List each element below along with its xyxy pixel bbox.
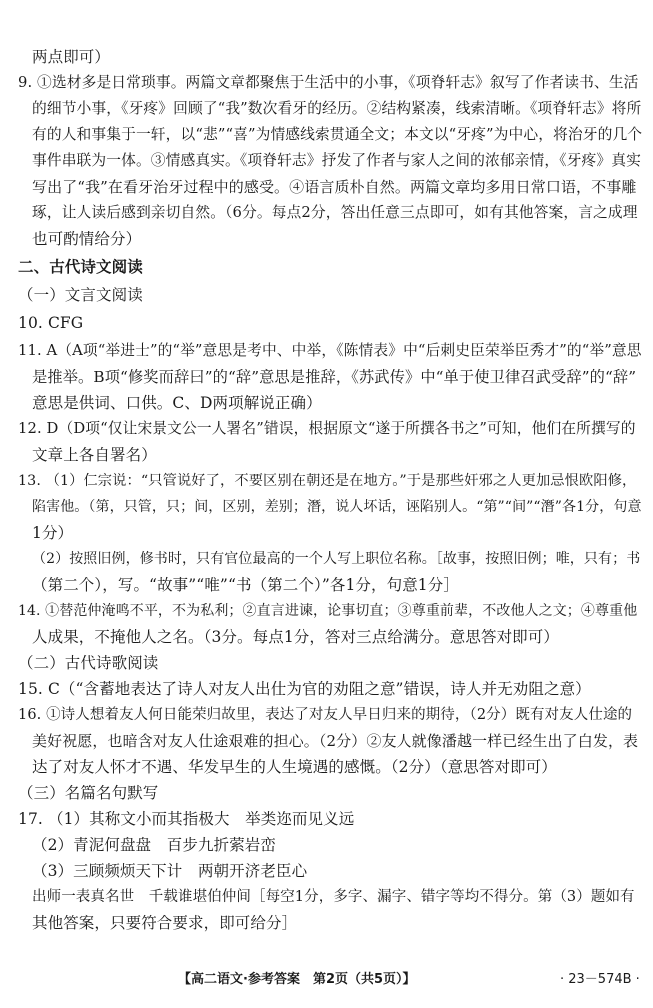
text-line: 写出了“我”在看牙治牙过程中的感受。④语言质朴自然。两篇文章均多用日常口语，不事雕 bbox=[32, 178, 637, 196]
text-line: 美好祝愿，也暗含对友人仕途艰难的担心。（2分）②友人就像潘越一样已经生出了白发，表 bbox=[32, 732, 639, 750]
answer-12: 12. D（D项“仅让宋景文公一人署名”错误，根据原文“遂于所撰各书之”可知，他们在所撰写的 bbox=[18, 420, 636, 437]
document-code: · 23－574B · bbox=[560, 972, 640, 987]
text-line: 达了对友人怀才不遇、华发早生的人生境遇的感慨。（2分）（意思答对即可） bbox=[32, 758, 557, 776]
answer-16: 16. ①诗人想着友人何日能荣归故里，表达了对友人早日归来的期待，（2分）既有对友人仕途的 bbox=[18, 707, 633, 723]
text-line: 文章上各自署名） bbox=[32, 446, 157, 464]
section-heading: 二、古代诗文阅读 bbox=[18, 258, 143, 276]
answer-13: 13. （1）仁宗说：“只管说好了，不要区别在朝还是在地方。”于是那些奸邪之人更加忌恨欧阳修， bbox=[18, 473, 637, 489]
text-line: 事件串联为一体。③情感真实。《项脊轩志》抒发了作者与家人之间的浓郁亲情，《牙疼》真实 bbox=[32, 152, 641, 169]
text-line: 出师一表真名世 千载谁堪伯仲间［每空1分，多字、漏字、错字等均不得分。第（3）题如有 bbox=[32, 889, 635, 905]
text-line: 也可酌情给分） bbox=[32, 230, 142, 248]
page-footer: 【高二语文·参考答案 第2页（共5页）】 bbox=[178, 972, 416, 987]
subsection-heading: （二）古代诗歌阅读 bbox=[18, 654, 159, 672]
text-line: 人成果，不掩他人之名。（3分。每点1分，答对三点给满分。意思答对即可） bbox=[32, 628, 559, 646]
text-line: （2）青泥何盘盘 百步九折萦岩峦 bbox=[32, 836, 276, 854]
subsection-heading: （三）名篇名句默写 bbox=[18, 784, 159, 802]
answer-17: 17. （1）其称文小而其指极大 举类迩而见义远 bbox=[18, 810, 355, 828]
answer-11: 11. A（A项“举进士”的“举”意思是考中、中举，《陈情表》中“后刺史臣荣举臣秀才”的“举”意思 bbox=[18, 342, 642, 359]
answer-10: 10. CFG bbox=[18, 314, 84, 332]
text-line: 是推举。B项“修奖而辞曰”的“辞”意思是推辞，《苏武传》中“单于使卫律召武受辞”的“辞” bbox=[32, 368, 637, 386]
text-line: 两点即可） bbox=[32, 48, 111, 66]
text-line: 意思是供词、口供。C、D两项解说正确） bbox=[32, 394, 322, 412]
subsection-heading: （一）文言文阅读 bbox=[18, 286, 143, 304]
text-line: （2）按照旧例，修书时，只有官位最高的一个人写上职位名称。［故事，按照旧例；唯，只有；书 bbox=[32, 551, 641, 567]
text-line: 的细节小事，《牙疼》回顾了“我”数次看牙的经历。②结构紧凑，线索清晰。《项脊轩志》将所 bbox=[32, 100, 642, 117]
text-line: （第二个），写。“故事”“唯”“书（第二个）”各1分，句意1分］ bbox=[32, 576, 459, 594]
text-line: 琢，让人读后感到亲切自然。（6分。每点2分，答出任意三点即可，如有其他答案，言之成理 bbox=[32, 204, 638, 221]
text-line: 陷害他。（第，只管，只；间，区别，差别；潛，说人坏话，诬陷别人。“第”“间”“潛”各1分，句意 bbox=[32, 499, 642, 515]
text-line: 有的人和事集于一轩，以“悲”“喜”为情感线索贯通全文；本文以“牙疼”为中心，将治牙的几个 bbox=[32, 126, 643, 143]
text-line: （3）三顾频烦天下计 两朝开济老臣心 bbox=[32, 862, 308, 880]
answer-14: 14. ①替范仲淹鸣不平，不为私利；②直言进谏，论事切直；③尊重前辈，不改他人之文；④尊重他 bbox=[18, 603, 638, 619]
text-line: 其他答案，只要符合要求，即可给分］ bbox=[32, 914, 298, 932]
answer-9: 9. ①选材多是日常琐事。两篇文章都聚焦于生活中的小事，《项脊轩志》叙写了作者读书、生活 bbox=[18, 74, 639, 91]
text-line: 1分） bbox=[32, 524, 74, 542]
answer-15: 15. C（“含蓄地表达了诗人对友人出仕为官的劝阻之意”错误，诗人并无劝阻之意） bbox=[18, 680, 591, 698]
